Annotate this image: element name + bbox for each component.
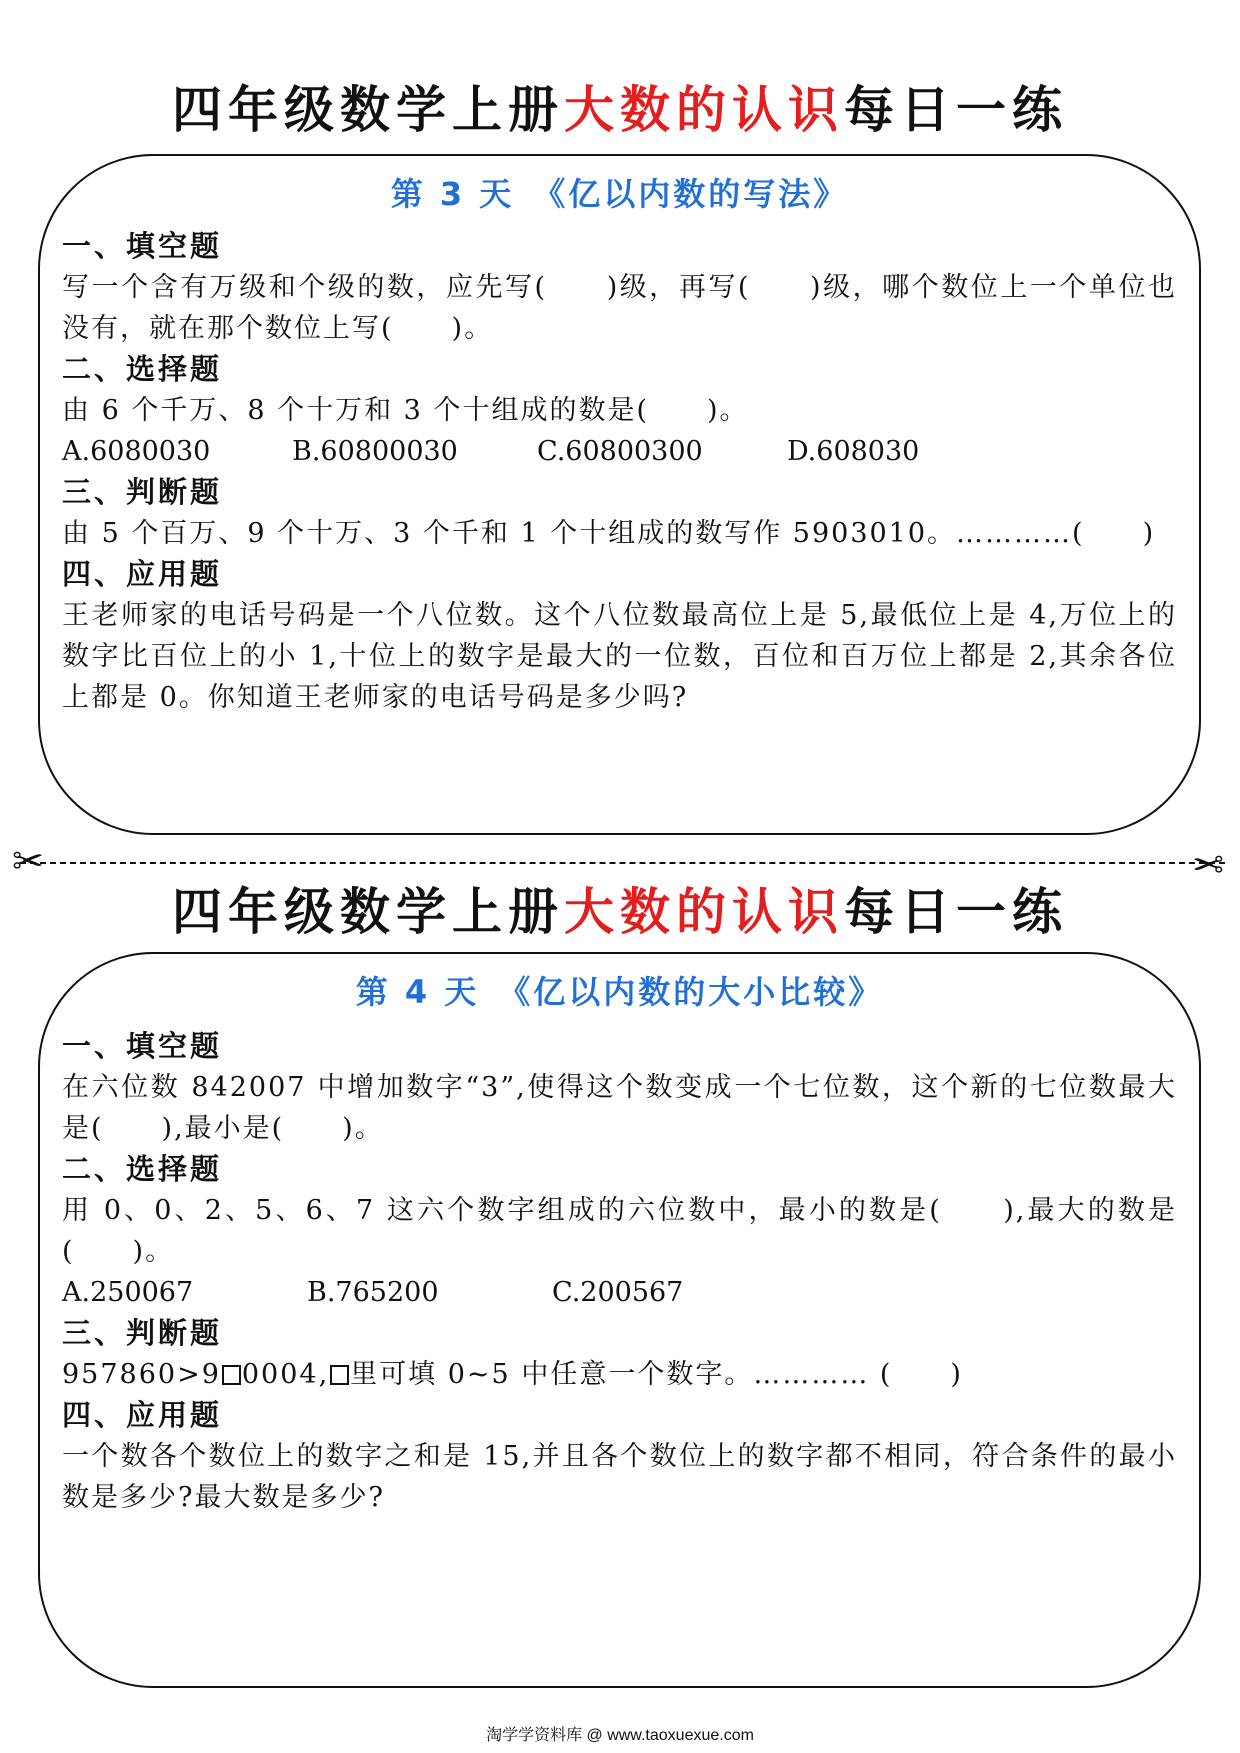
section-heading-word-problem: 四、应用题 (62, 1398, 223, 1432)
multiple-choice-question: 由 6 个千万、8 个十万和 3 个十组成的数是( )。 (62, 395, 749, 426)
true-false-question (62, 1354, 1177, 1395)
section-heading-fill-blank: 一、填空题 (62, 229, 223, 263)
worksheet-title-1 (0, 80, 1240, 140)
scissors-icon: ✂ (1192, 843, 1224, 887)
option-d: D.608030 (787, 436, 920, 467)
scissors-icon: ✂ (12, 839, 44, 883)
day4-exercise-box (38, 952, 1201, 1688)
fill-blank-question: 在六位数 842007 中增加数字“3”,使得这个数变成一个七位数，这个新的七位数最大是( ),最小是( )。 (62, 1072, 1177, 1144)
tf-text-after: 里可填 0~5 中任意一个数字。………… ( ) (350, 1359, 963, 1390)
multiple-choice-question: 用 0、0、2、5、6、7 这六个数字组成的六位数中，最小的数是( ),最大的数是( )。 (62, 1195, 1177, 1267)
title-highlight: 大数的认识 (564, 883, 844, 941)
word-problem-question: 王老师家的电话号码是一个八位数。这个八位数最高位上是 5,最低位上是 4,万位上的数字比百位上的小 1,十位上的数字是最大的一位数，百位和百万位上都是 2,其余各位上都是 0。你知道王老师家的电话号码是多少吗? (62, 600, 1177, 713)
word-problem-question: 一个数各个数位上的数字之和是 15,并且各个数位上的数字都不相同，符合条件的最小数是多少?最大数是多少? (62, 1441, 1177, 1513)
title-suffix: 每日一练 (844, 883, 1068, 941)
option-b: B.765200 (307, 1277, 439, 1308)
title-prefix: 四年级数学上册 (172, 883, 564, 941)
blank-square-icon (330, 1365, 349, 1385)
title-prefix: 四年级数学上册 (172, 81, 564, 139)
title-highlight: 大数的认识 (564, 81, 844, 139)
section-heading-true-false: 三、判断题 (62, 475, 223, 509)
title-suffix: 每日一练 (844, 81, 1068, 139)
option-a: A.6080030 (62, 436, 211, 467)
option-c: C.200567 (552, 1277, 684, 1308)
tf-text-middle: 0004, (241, 1359, 330, 1390)
choice-options (62, 431, 1177, 472)
worksheet-title-2 (0, 882, 1240, 942)
day3-content (62, 226, 1177, 718)
section-heading-multiple-choice: 二、选择题 (62, 352, 223, 386)
day4-subtitle: 第 4 天 《亿以内数的大小比较》 (355, 973, 884, 1011)
cut-line-divider (20, 862, 1225, 864)
section-heading-true-false: 三、判断题 (62, 1316, 223, 1350)
section-heading-multiple-choice: 二、选择题 (62, 1152, 223, 1186)
footer-watermark: 淘学学资料库 @ www.taoxuexue.com (486, 1727, 754, 1744)
option-a: A.250067 (62, 1277, 194, 1308)
fill-blank-question: 写一个含有万级和个级的数，应先写( )级，再写( )级，哪个数位上一个单位也没有，就在那个数位上写( )。 (62, 272, 1177, 344)
day3-subtitle: 第 3 天 《亿以内数的写法》 (390, 175, 849, 213)
true-false-question: 由 5 个百万、9 个十万、3 个千和 1 个十组成的数写作 5903010。…………( ) (62, 518, 1156, 549)
day3-exercise-box (38, 154, 1201, 835)
option-c: C.60800300 (537, 436, 703, 467)
blank-square-icon (222, 1365, 241, 1385)
option-b: B.60800030 (292, 436, 458, 467)
section-heading-fill-blank: 一、填空题 (62, 1029, 223, 1063)
choice-options (62, 1272, 1177, 1313)
section-heading-word-problem: 四、应用题 (62, 557, 223, 591)
day4-content (62, 1026, 1177, 1518)
tf-text-before: 957860>9 (62, 1359, 221, 1390)
